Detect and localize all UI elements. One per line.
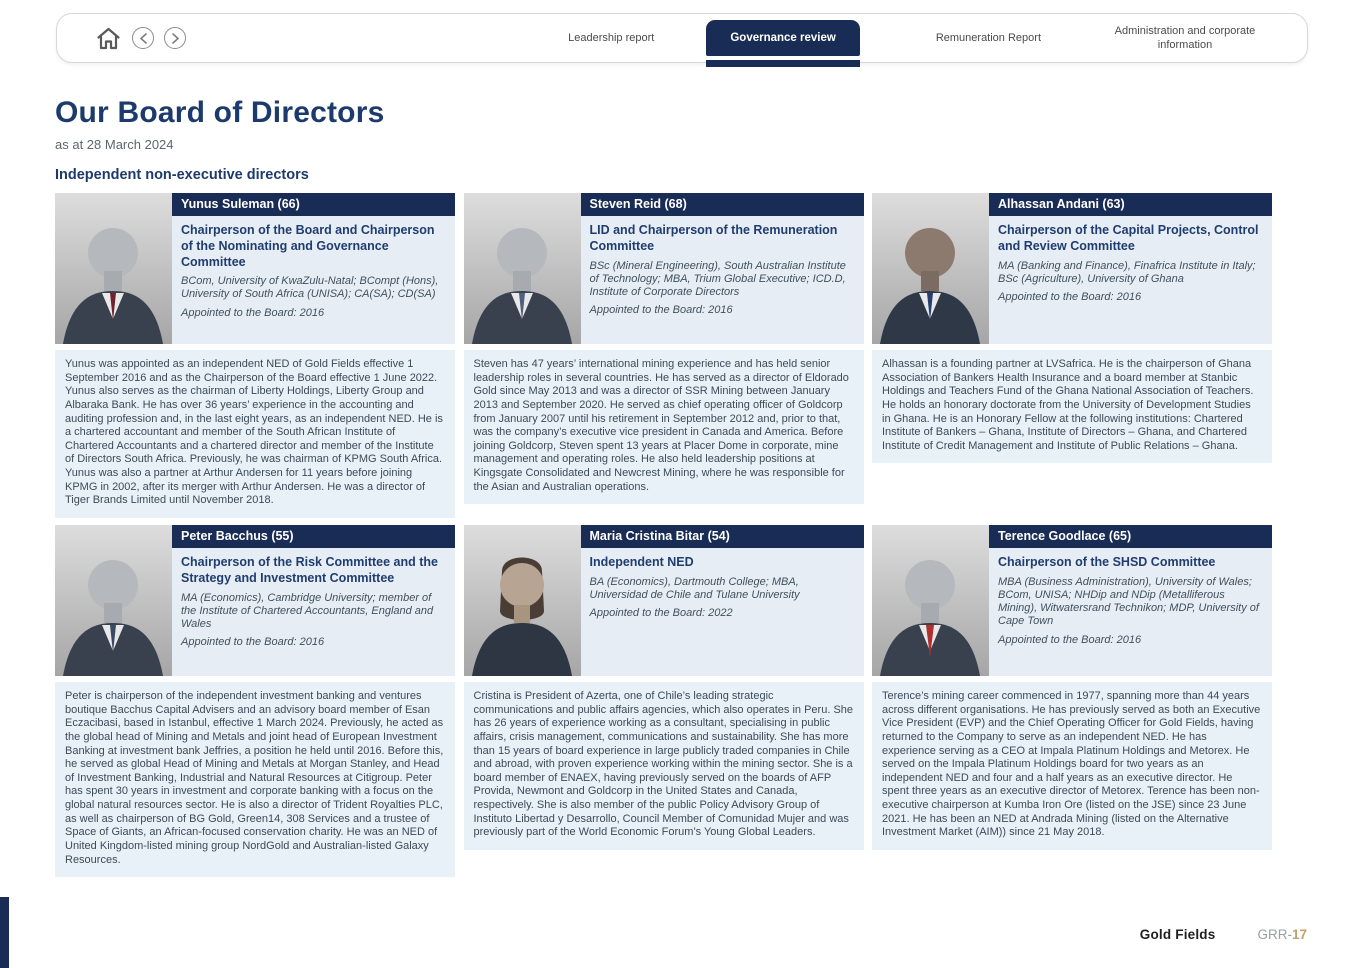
director-card (55, 525, 455, 676)
director-role: LID and Chairperson of the Remuneration Committee (589, 223, 838, 253)
director-details (581, 548, 864, 676)
directors-grid (55, 193, 1272, 877)
director-appointed: Appointed to the Board: 2022 (589, 607, 733, 620)
director-cell (55, 525, 455, 877)
tab-leadership-report[interactable]: Leadership report (568, 32, 655, 44)
director-cell (55, 193, 455, 525)
page-title: Our Board of Directors (55, 96, 385, 129)
director-photo (464, 193, 581, 344)
director-qualifications: BSc (Mineral Engineering), South Australian Institute of Technology; MBA, Trium Global Executive; ICD.D, Institute of Corporate Directors (589, 259, 846, 298)
director-qualifications: MA (Economics), Cambridge University; member of the Institute of Chartered Accountants, England and Wales (181, 591, 434, 630)
director-role: Chairperson of the Risk Committee and the Strategy and Investment Committee (181, 555, 438, 585)
page-edge-bar (0, 897, 9, 968)
director-name: Yunus Suleman (66) (172, 193, 455, 216)
director-qualifications: BA (Economics), Dartmouth College; MBA, Universidad de Chile and Tulane University (589, 575, 800, 601)
director-appointed: Appointed to the Board: 2016 (998, 633, 1142, 646)
chevron-left-icon[interactable] (132, 27, 154, 49)
director-appointed: Appointed to the Board: 2016 (998, 290, 1142, 303)
director-role: Independent NED (589, 555, 694, 569)
director-details (581, 216, 864, 344)
director-card (464, 193, 864, 344)
director-qualifications: BCom, University of KwaZulu-Natal; BCompt (Hons), University of South Africa (UNISA); CA(SA); CD(SA) (181, 275, 439, 301)
director-details (989, 548, 1272, 676)
director-name: Terence Goodlace (65) (989, 525, 1272, 548)
director-card (55, 193, 455, 344)
director-cell (872, 525, 1272, 877)
director-qualifications: MA (Banking and Finance), Finafrica Institute in Italy; BSc (Agriculture), University of Ghana (998, 259, 1256, 285)
director-role: Chairperson of the Capital Projects, Control and Review Committee (998, 223, 1259, 253)
director-name: Peter Bacchus (55) (172, 525, 455, 548)
person-portrait-icon (872, 193, 989, 344)
director-photo (55, 193, 172, 344)
director-photo (872, 193, 989, 344)
section-heading: Independent non-executive directors (55, 167, 309, 183)
director-role: Chairperson of the SHSD Committee (998, 555, 1216, 569)
person-portrait-icon (55, 525, 172, 676)
nav-controls (95, 14, 186, 62)
director-appointed: Appointed to the Board: 2016 (181, 306, 325, 319)
director-cell (872, 193, 1272, 525)
director-bio: Steven has 47 years’ international mining experience and has held senior leadership roles in several countries. He has served as a director of Eldorado Gold since May 2013 and was a director of SSR Mining between January 2013 and September 2020. He served as chief operating officer of Goldcorp from January 2007 until his retirement in September 2012 and, prior to that, was the company’s executive vice president in Canada and America. Before joining Goldcorp, Steven spent 13 years at Placer Dome in corporate, mine management and operating roles. He also held leadership positions at Kingsgate Consolidated and Newcrest Mining, where he was responsible for the Asian and Australian operations. (464, 350, 864, 504)
report-navigation-bar (56, 13, 1308, 63)
section-tabs (568, 14, 1271, 62)
person-portrait-icon (464, 193, 581, 344)
brand-name: Gold Fields (1139, 927, 1216, 942)
director-card (464, 525, 864, 676)
director-bio: Cristina is President of Azerta, one of Chile’s leading strategic communications and public affairs agencies, which also operates in Peru. She has 26 years of experience working as a consultant, specialising in public affairs, crisis management, communications and sustainability. She has more than 15 years of board experience in large publicly traded companies in Chile and abroad, with proven experience working within the mining sector. She is a board member of ENAEX, having previously served on the boards of AFP Provida, Newmont and Goldcorp in the United States and Canada, respectively. She is also member of the public Policy Advisory Group of Instituto Libertad y Desarrollo, Council Member of Comunidad Mujer and was previously part of the World Economic Forum’s Young Global Leaders. (464, 682, 864, 850)
director-card (872, 525, 1272, 676)
director-appointed: Appointed to the Board: 2016 (181, 636, 325, 649)
page-reference (1257, 927, 1307, 942)
director-role: Chairperson of the Board and Chairperson of the Nominating and Governance Committee (181, 223, 435, 269)
director-bio: Yunus was appointed as an independent NED of Gold Fields effective 1 September 2016 and as the Chairperson of the Board effective 1 June 2022. Yunus also serves as the chairman of Liberty Holdings, Liberty Group and Albaraka Bank. He has over 36 years’ experience in the accounting and auditing profession and, in the last eight years, as an independent NED. He is a chartered accountant and member of the South African Institute of Chartered Accountants and a chartered director and member of the Institute of Directors South Africa. Previously, he was chairman of KPMG South Africa. Yunus was also a partner at Arthur Andersen for 11 years before joining KPMG in 2002, after its merger with Arthur Andersen. He was a director of Tiger Brands Limited until November 2018. (55, 350, 455, 518)
director-details (172, 216, 455, 344)
director-cell (464, 193, 864, 525)
chevron-right-icon[interactable] (164, 27, 186, 49)
director-photo (464, 525, 581, 676)
as-at-date: as at 28 March 2024 (55, 137, 174, 152)
director-card (872, 193, 1272, 344)
director-photo (55, 525, 172, 676)
director-bio: Peter is chairperson of the independent investment banking and ventures boutique Bacchus Capital Advisers and an advisory board member of Esan Eczacibasi, based in Istanbul, effective 1 March 2024. Previously, he acted as the global head of Mining and Metals and joint head of European Investment Banking at investment bank Jeffries, a position he held until 2016. Before this, he served as global Head of Mining and Metals at Morgan Stanley, and Head of Investment Banking, Industrial and Natural Resources at Citigroup. Peter has spent 30 years in investment and corporate banking with a focus on the global natural resources sector. He is also a director of Trident Royalties PLC, as well as chairperson of BG Gold, Green14, 308 Services and a trustee of Space of Giants, an African-focused conservation charity. He was an NED of United Kingdom-listed mining group NordGold and Australian-listed Galaxy Resources. (55, 682, 455, 877)
page-number: 17 (1291, 927, 1307, 942)
tab-remuneration-report[interactable]: Remuneration Report (935, 32, 1041, 44)
director-cell (464, 525, 864, 877)
page-footer (1140, 927, 1307, 942)
home-icon[interactable] (95, 26, 122, 51)
director-qualifications: MBA (Business Administration), University of Wales; BCom, UNISA; NHDip and NDip (Metalliferous Mining), Witwatersrand Technikon; MDP, University of Cape Town (998, 575, 1259, 628)
director-details (989, 216, 1272, 344)
director-appointed: Appointed to the Board: 2016 (589, 304, 733, 317)
page-reference-prefix: GRR- (1257, 927, 1292, 942)
main-content (55, 96, 1272, 877)
person-portrait-icon (464, 525, 581, 676)
person-portrait-icon (872, 525, 989, 676)
person-portrait-icon (55, 193, 172, 344)
tab-governance-review[interactable]: Governance review (706, 20, 859, 56)
director-photo (872, 525, 989, 676)
director-name: Steven Reid (68) (581, 193, 864, 216)
director-bio: Terence’s mining career commenced in 1977, spanning more than 44 years across different organisations. He has previously served as both an Executive Vice President (EVP) and the Chief Operating Officer for Gold Fields, having returned to the Company to serve as an independent NED. He has experience serving as a CEO at Impala Platinum Holdings and Metorex. He served on the Impala Platinum Holdings board for two years as an independent NED and four and a half years as an executive director. He spent three years as an executive director of Metorex. Terence has been non-executive chairperson at Kumba Iron Ore (listed on the JSE) since 23 June 2021. He has been an NED at Andrada Mining (listed on the Alternative Investment Market (AIM)) since 21 May 2018. (872, 682, 1272, 850)
director-name: Alhassan Andani (63) (989, 193, 1272, 216)
director-name: Maria Cristina Bitar (54) (581, 525, 864, 548)
director-bio: Alhassan is a founding partner at LVSafrica. He is the chairperson of Ghana Association of Bankers Health Insurance and a board member at Stanbic Holdings and Teachers Fund of the Ghana National Association of Teachers. He holds an honorary doctorate from the University of Development Studies in Ghana. He is an Honorary Fellow at the following institutions: Chartered Institute of Bankers – Ghana, Institute of Directors – Ghana, and Chartered Institute of Credit Management and Institute of Public Relations – Ghana. (872, 350, 1272, 463)
director-details (172, 548, 455, 676)
tab-administration-information[interactable]: Administration and corporate information (1114, 24, 1256, 51)
